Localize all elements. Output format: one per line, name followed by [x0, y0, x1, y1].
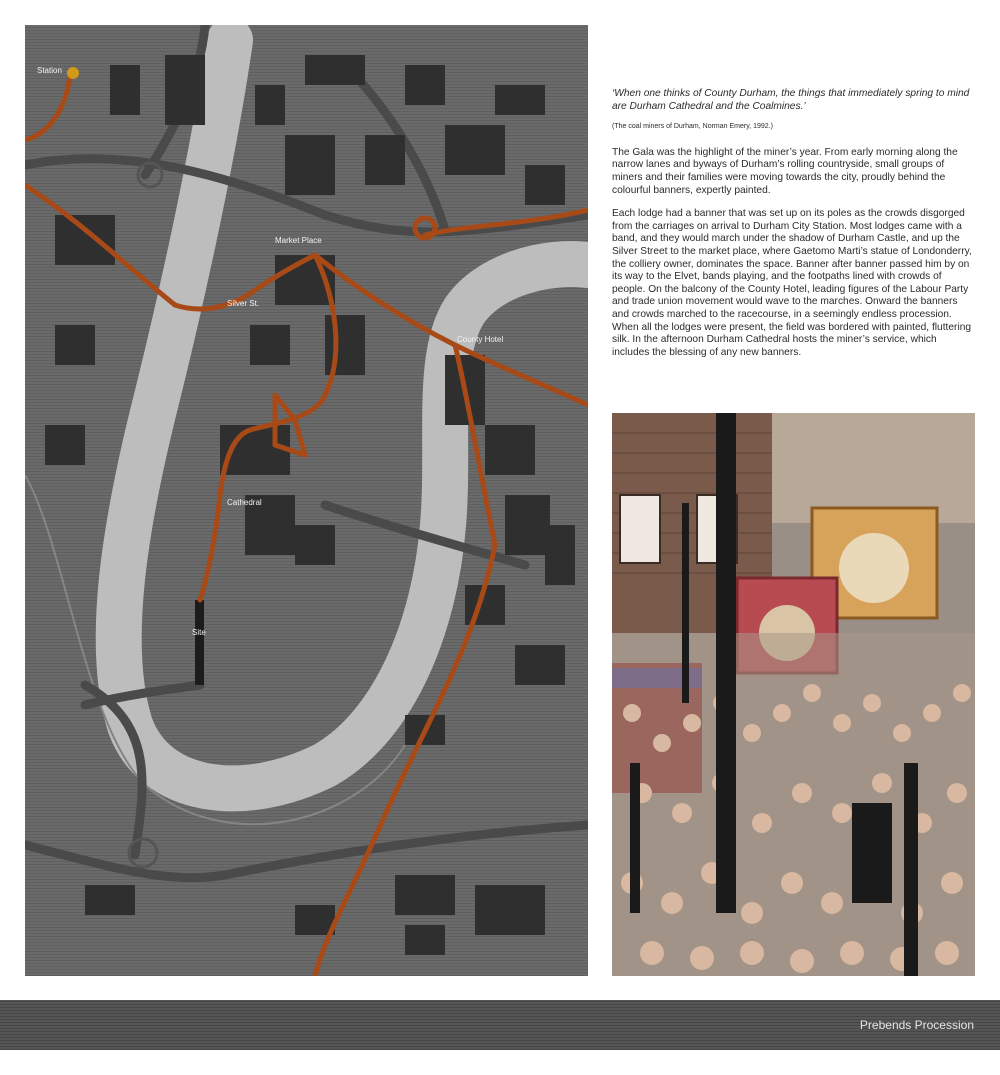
paragraph-gala: The Gala was the highlight of the miner’s year. From early morning along the narrow lanes and byways of Durham’s rolling countryside, small groups of miners and their families were moving towards the city, proudly behind the colourful banners, expertly painted. [612, 146, 958, 196]
map-graphic [25, 25, 588, 976]
gala-crowd-photo [612, 413, 975, 976]
paragraph-lodges: Each lodge had a banner that was set up on its poles as the crowds disgorged from the carriages on arrival to Durham City Station. Most lodges came with a band, and they would march under the shadow of Durham Castle, and up the Silver Street to the market place, where Gaetomo Marti’s statue of Londonderry, the colliery owner, dominates the space. Banner after banner passed him by on its way to the Elvet, bands playing, and the footpaths lined with crowds of people. On the balcony of the County Hotel, leading figures of the Labour Party and trade union movement would wave to the marches. Onward the banners and crowds marched to the racecourse, in a seemingly endless procession. When all the lodges were present, the field was bordered with painted, fluttering silk. In the afternoon Durham Cathedral hosts the miner’s service, which includes the blessing of any new banners. [612, 208, 972, 358]
label-cathedral: Cathedral [227, 498, 262, 507]
photo-illustration [612, 413, 975, 976]
footer-bar [0, 1000, 1000, 1050]
label-county-hotel: County Hotel [457, 335, 504, 344]
label-station: Station [37, 66, 62, 75]
site-marker [195, 600, 204, 685]
quote-citation: (The coal miners of Durham, Norman Emery, 1992.) [612, 123, 773, 131]
opening-quote: ‘When one thinks of County Durham, the things that immediately spring to mind are Durham Cathedral and the Coalmines.’ [612, 88, 970, 112]
footer-title: Prebends Procession [859, 1018, 974, 1032]
procession-route-map [25, 25, 588, 976]
label-site: Site [192, 628, 206, 637]
text-column [612, 88, 976, 370]
label-market-place: Market Place [275, 236, 322, 245]
label-silver-st: Silver St. [227, 299, 260, 308]
